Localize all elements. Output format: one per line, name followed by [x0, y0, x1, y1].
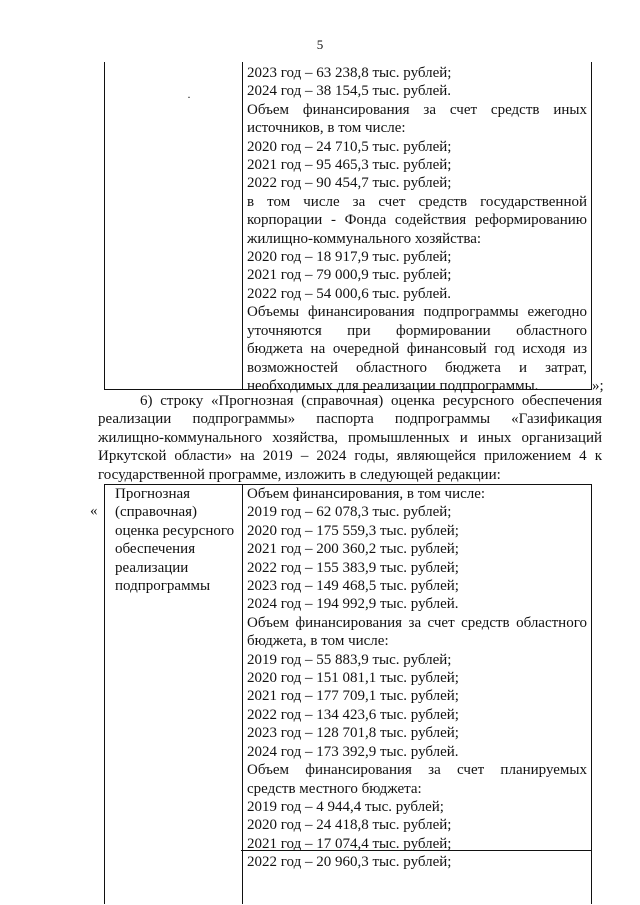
paragraph-line: государственной программе, изложить в следующей редакции:	[98, 466, 501, 483]
table-text-line: 2024 год – 173 392,9 тыс. рублей.	[247, 743, 459, 760]
row-label-line: (справочная)	[115, 504, 198, 521]
table-text-line: Объем финансирования за счет планируемых	[247, 762, 587, 779]
paragraph-line: 6) строку «Прогнозная (справочная) оценка ресурсного обеспечения	[140, 393, 602, 409]
table-text-line: Объемы финансирования подпрограммы ежегодно	[247, 304, 587, 321]
table-text-line: 2021 год – 95 465,3 тыс. рублей;	[247, 157, 452, 174]
table-text-line: 2019 год – 4 944,4 тыс. рублей;	[247, 798, 444, 815]
table-text-line: 2024 год – 38 154,5 тыс. рублей.	[247, 83, 452, 100]
stray-mark: ·	[187, 90, 191, 104]
table-text-line: источников, в том числе:	[247, 120, 406, 137]
row-label-line: подпрограммы	[115, 578, 211, 595]
table-text-line: жилищно-коммунального хозяйства:	[247, 230, 482, 247]
table-text-line: бюджета, в том числе:	[247, 633, 389, 650]
table-text-line: 2020 год – 175 559,3 тыс. рублей;	[247, 522, 459, 539]
opening-quote: «	[90, 503, 98, 519]
table-text-line: необходимых для реализации подпрограммы.	[247, 377, 539, 394]
table-text-line: 2020 год – 151 081,1 тыс. рублей;	[247, 670, 459, 687]
row-label-line: оценка ресурсного	[115, 522, 235, 539]
table-text-line: возможностей областного бюджета и затрат,	[247, 359, 587, 376]
resource-estimate-table	[104, 484, 592, 904]
table-text-line: 2019 год – 62 078,3 тыс. рублей;	[247, 504, 452, 521]
page-number: 5	[316, 37, 324, 52]
table-text-line: 2020 год – 24 418,8 тыс. рублей;	[247, 817, 452, 834]
table-text-line: 2023 год – 149 468,5 тыс. рублей;	[247, 578, 459, 595]
table-text-line: 2020 год – 24 710,5 тыс. рублей;	[247, 138, 452, 155]
table-text-line: 2022 год – 90 454,7 тыс. рублей;	[247, 175, 452, 192]
closing-quote: »;	[592, 378, 604, 394]
table-text-line: в том числе за счет средств государственной	[247, 193, 587, 210]
table-text-line: Объем финансирования за счет средств областного	[247, 614, 587, 631]
table-text-line: 2022 год – 20 960,3 тыс. рублей;	[247, 854, 452, 871]
table-text-line: 2021 год – 200 360,2 тыс. рублей;	[247, 541, 459, 558]
table-text-line: 2023 год – 128 701,8 тыс. рублей;	[247, 725, 459, 742]
table-left-column	[105, 485, 243, 904]
table-right-column	[247, 64, 587, 395]
table-text-line: 2020 год – 18 917,9 тыс. рублей;	[247, 249, 452, 266]
table-right-column	[247, 485, 587, 872]
table-text-line: 2022 год – 134 423,6 тыс. рублей;	[247, 706, 459, 723]
table-text-line: средств местного бюджета:	[247, 780, 422, 797]
row-label-line: реализации	[115, 559, 189, 576]
table-text-line: 2021 год – 177 709,1 тыс. рублей;	[247, 688, 459, 705]
table-text-line: Объем финансирования за счет средств иных	[247, 101, 587, 118]
paragraph-line: реализации подпрограммы» паспорта подпрограммы «Газификация	[98, 411, 602, 428]
table-text-line: 2023 год – 63 238,8 тыс. рублей;	[247, 65, 452, 81]
table-text-line: Объем финансирования, в том числе:	[247, 486, 486, 502]
table-text-line: 2021 год – 17 074,4 тыс. рублей;	[247, 835, 452, 852]
paragraph-line: Иркутской области» на 2019 – 2024 годы, являющейся приложением 4 к	[98, 448, 602, 465]
amendment-paragraph	[98, 392, 602, 484]
row-label	[115, 485, 235, 595]
table-text-line: бюджета на очередной финансовый год исходя из	[247, 341, 587, 358]
paragraph-line: жилищно-коммунального хозяйства, промышленных и иных организаций	[98, 429, 602, 446]
table-text-line: 2022 год – 54 000,6 тыс. рублей.	[247, 285, 452, 302]
table-text-line: 2022 год – 155 383,9 тыс. рублей;	[247, 559, 459, 576]
table-text-line: уточняются при формировании областного	[247, 322, 587, 339]
row-label-line: Прогнозная	[115, 486, 191, 502]
table-text-line: 2019 год – 55 883,9 тыс. рублей;	[247, 651, 452, 668]
table-text-line: 2021 год – 79 000,9 тыс. рублей;	[247, 267, 452, 284]
table-text-line: корпорации - Фонда содействия реформированию	[247, 212, 587, 229]
row-label-line: обеспечения	[115, 541, 196, 558]
table-row-divider	[241, 850, 592, 851]
table-text-line: 2024 год – 194 992,9 тыс. рублей.	[247, 596, 459, 613]
table-left-column	[105, 62, 243, 389]
financing-table-continued	[104, 62, 592, 394]
